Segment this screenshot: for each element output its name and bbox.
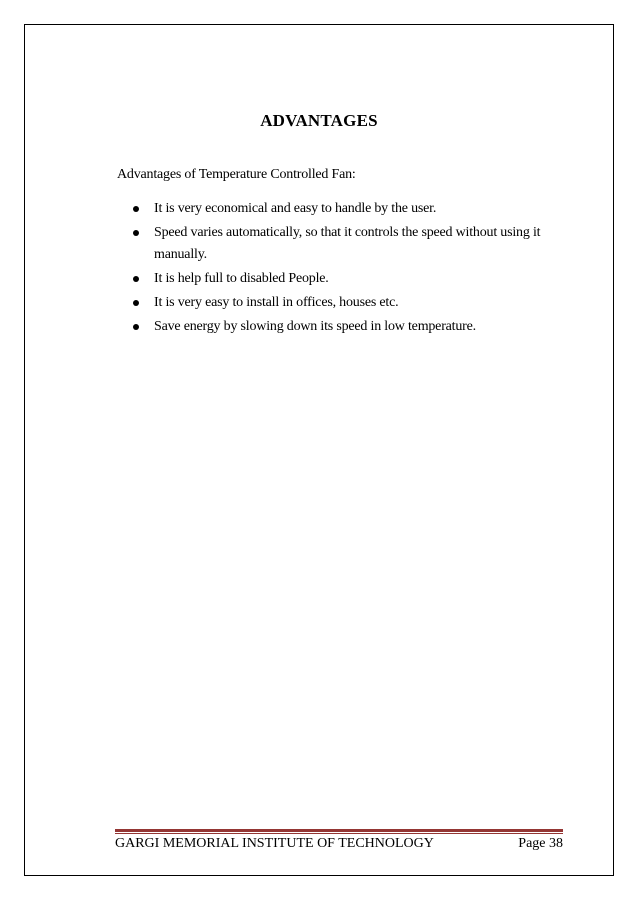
intro-text: Advantages of Temperature Controlled Fan: <box>117 167 356 182</box>
footer-rule-thin <box>115 833 563 834</box>
footer-page-number: Page 38 <box>518 836 563 851</box>
list-item-text: It is very easy to install in offices, houses etc. <box>154 295 399 310</box>
list-item-text: Save energy by slowing down its speed in low temperature. <box>154 319 476 334</box>
page-border <box>24 24 614 876</box>
list-item <box>117 292 557 314</box>
list-item-text: It is help full to disabled People. <box>154 271 329 286</box>
bullet-icon <box>133 300 139 306</box>
list-item <box>117 316 557 338</box>
bullet-icon <box>133 206 139 212</box>
bullet-icon <box>133 276 139 282</box>
list-item <box>117 198 557 220</box>
footer-rule-thick <box>115 829 563 832</box>
list-item <box>117 268 557 290</box>
list-item-text: It is very economical and easy to handle by the user. <box>154 201 437 216</box>
bullet-icon <box>133 324 139 330</box>
advantages-list <box>117 198 557 340</box>
list-item-text: Speed varies automatically, so that it controls the speed without using it manually. <box>154 225 541 262</box>
list-item <box>117 222 557 266</box>
page-heading: ADVANTAGES <box>260 111 378 130</box>
bullet-icon <box>133 230 139 236</box>
footer-institute: GARGI MEMORIAL INSTITUTE OF TECHNOLOGY <box>115 836 434 851</box>
